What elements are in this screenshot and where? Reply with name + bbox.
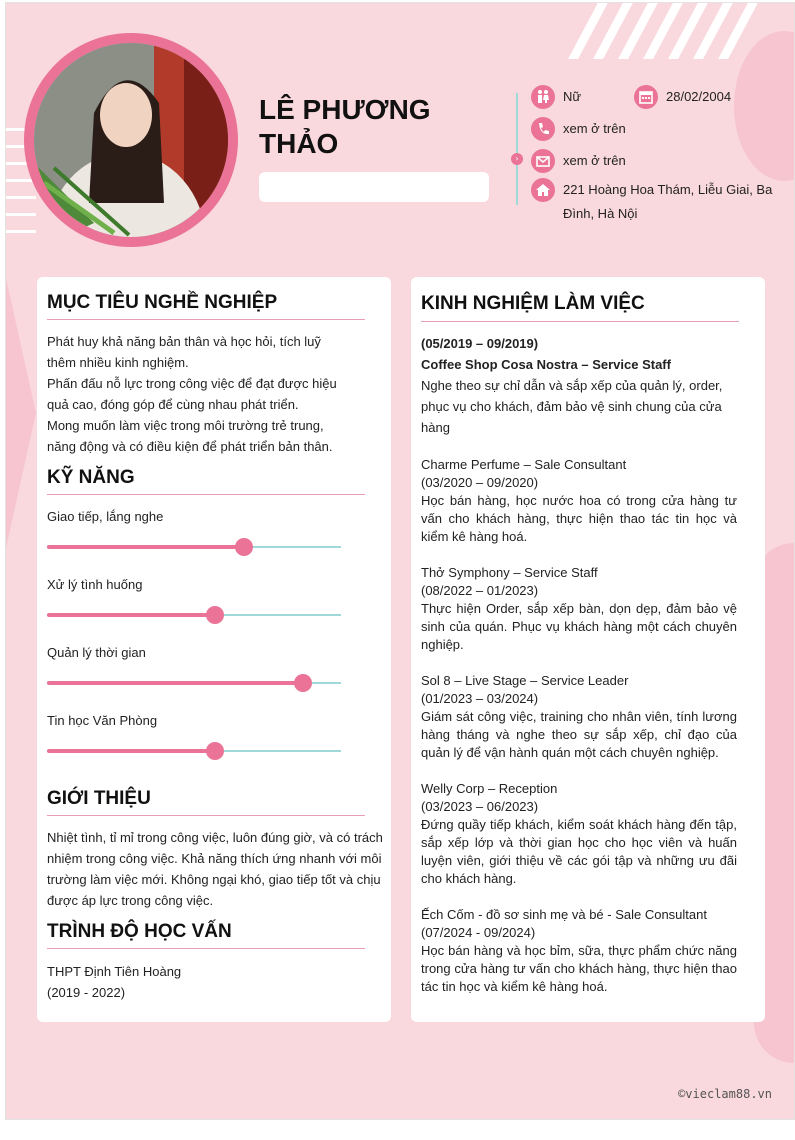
- skills-title: KỸ NĂNG: [47, 467, 135, 488]
- skill-bar-fill: [47, 681, 303, 685]
- experience-role: Charme Perfume – Sale Consultant: [421, 457, 627, 472]
- skill-bar-knob: [206, 742, 224, 760]
- decor-stripes: [564, 3, 764, 55]
- experience-desc: Nghe theo sự chỉ dẫn và sắp xếp của quản lý, order, phục vụ cho khách, đảm bảo vệ sinh chung của cửa hàng: [421, 378, 723, 435]
- experience-period: (07/2024 - 09/2024): [421, 925, 536, 940]
- experience-title: KINH NGHIỆM LÀM VIỆC: [421, 293, 645, 314]
- name-line-2: THẢO: [259, 128, 339, 159]
- skill-bar-knob: [206, 606, 224, 624]
- cv-page: [5, 2, 795, 1120]
- home-icon: [531, 178, 555, 202]
- experience-role: Ếch Cốm - đồ sơ sinh mẹ và bé - Sale Consultant: [421, 907, 707, 922]
- experience-item: [421, 564, 737, 654]
- experience-item: [421, 780, 737, 888]
- about-line: nhiệm trong công việc. Khả năng thích ứng nhanh với môi: [47, 851, 382, 866]
- experience-period: (05/2019 – 09/2019): [421, 336, 539, 351]
- education-title: TRÌNH ĐỘ HỌC VẤN: [47, 921, 232, 942]
- skill-label: Giao tiếp, lắng nghe: [47, 509, 164, 524]
- right-column-card: [411, 277, 765, 1022]
- experience-item: [421, 906, 737, 996]
- skill-bar: [47, 546, 341, 548]
- watermark: ©vieclam88.vn: [678, 1087, 772, 1101]
- experience-role: Thở Symphony – Service Staff: [421, 565, 598, 580]
- skill-label: Tin học Văn Phòng: [47, 713, 158, 728]
- skill-bar: [47, 614, 341, 616]
- full-name: [259, 93, 499, 161]
- experience-desc: Học bán hàng, học nước hoa có trong cửa hàng tư vấn cho khách hàng, thực hiện thao tác tin học và kiểm kê hàng hoá.: [421, 493, 737, 544]
- education-school: THPT Định Tiên Hoàng: [47, 964, 182, 979]
- avatar-ring: [24, 33, 238, 247]
- education-years: (2019 - 2022): [47, 985, 126, 1000]
- left-column-card: [37, 277, 391, 1022]
- address-line-1: 221 Hoàng Hoa Thám, Liễu Giai, Ba: [563, 182, 773, 197]
- objective-line: Phấn đấu nỗ lực trong công việc để đạt được hiệu: [47, 376, 337, 391]
- about-text: [47, 827, 383, 911]
- about-title: GIỚI THIỆU: [47, 788, 151, 809]
- about-rule: [47, 815, 365, 816]
- experience-period: (03/2023 – 06/2023): [421, 799, 539, 814]
- objective-line: Phát huy khả năng bản thân và học hỏi, tích luỹ: [47, 334, 321, 349]
- objective-text: [47, 331, 377, 457]
- experience-role: Welly Corp – Reception: [421, 781, 558, 796]
- objective-title: MỤC TIÊU NGHỀ NGHIỆP: [47, 292, 278, 313]
- experience-desc: Giám sát công việc, training cho nhân viên, tính lương hàng tháng và nghe theo sự sắp xếp, chỉ đạo của quản lý để vận hành quán một cách chuyên nghiệp.: [421, 709, 737, 760]
- address-line-2: Đình, Hà Nội: [563, 206, 638, 221]
- experience-item: [421, 456, 737, 546]
- experience-period: (03/2020 – 09/2020): [421, 475, 539, 490]
- gender-value: Nữ: [563, 89, 582, 104]
- about-line: được áp lực trong công việc.: [47, 893, 214, 908]
- email-icon: [531, 149, 555, 173]
- phone-value: xem ở trên: [563, 121, 626, 136]
- experience-desc: Đứng quầy tiếp khách, kiểm soát khách hàng đến tập, sắp xếp lớp và thời gian học cho học viên và huấn luyện viên, giới thiệu về các gói tập và những ưu đãi cho khách hàng.: [421, 817, 737, 886]
- contact-divider: [516, 93, 518, 205]
- skill-bar-fill: [47, 613, 215, 617]
- education-text: [47, 961, 181, 1003]
- experience-role: Coffee Shop Cosa Nostra – Service Staff: [421, 357, 671, 372]
- avatar: [34, 43, 228, 237]
- education-rule: [47, 948, 365, 949]
- skill-label: Quản lý thời gian: [47, 645, 146, 660]
- skill-label: Xử lý tình huống: [47, 577, 143, 592]
- name-line-1: LÊ PHƯƠNG: [259, 94, 431, 125]
- skill-bar: [47, 682, 341, 684]
- skill-bar-fill: [47, 545, 244, 549]
- objective-line: Mong muốn làm việc trong môi trường trẻ trung,: [47, 418, 324, 433]
- objective-rule: [47, 319, 365, 320]
- decor-triangle: [5, 233, 36, 593]
- birthday-value: 28/02/2004: [666, 89, 732, 104]
- skill-bar-knob: [294, 674, 312, 692]
- chevron-right-icon: ›: [511, 153, 523, 165]
- skill-bar-fill: [47, 749, 215, 753]
- email-value: xem ở trên: [563, 153, 626, 168]
- skill-bar-knob: [235, 538, 253, 556]
- phone-icon: [531, 117, 555, 141]
- skills-rule: [47, 494, 365, 495]
- about-line: Nhiệt tình, tỉ mỉ trong công việc, luôn đúng giờ, và có trách: [47, 830, 383, 845]
- job-title-box: [259, 172, 489, 202]
- experience-period: (01/2023 – 03/2024): [421, 691, 539, 706]
- experience-item: [421, 672, 737, 762]
- experience-desc: Thực hiện Order, sắp xếp bàn, dọn dẹp, đảm bảo vệ sinh của quán. Phục vụ khách hàng một cách chuyên nghiệp.: [421, 601, 737, 652]
- about-line: trường làm việc mới. Không ngại khó, giao tiếp tốt và chịu: [47, 872, 381, 887]
- objective-line: năng động và có điều kiện để phát triển bản thân.: [47, 439, 333, 454]
- objective-line: quả cao, đóng góp để cùng nhau phát triển.: [47, 397, 299, 412]
- experience-rule: [421, 321, 739, 322]
- calendar-icon: [634, 85, 658, 109]
- experience-period: (08/2022 – 01/2023): [421, 583, 539, 598]
- experience-role: Sol 8 – Live Stage – Service Leader: [421, 673, 629, 688]
- objective-line: thêm nhiều kinh nghiệm.: [47, 355, 189, 370]
- skill-bar: [47, 750, 341, 752]
- experience-item: [421, 333, 737, 438]
- experience-desc: Học bán hàng và học bỉm, sữa, thực phẩm chức năng trong cửa hàng tư vấn cho khách hàng, thực hiện thao tác tin học và kiểm kê hàng hoá.: [421, 943, 737, 994]
- gender-icon: [531, 85, 555, 109]
